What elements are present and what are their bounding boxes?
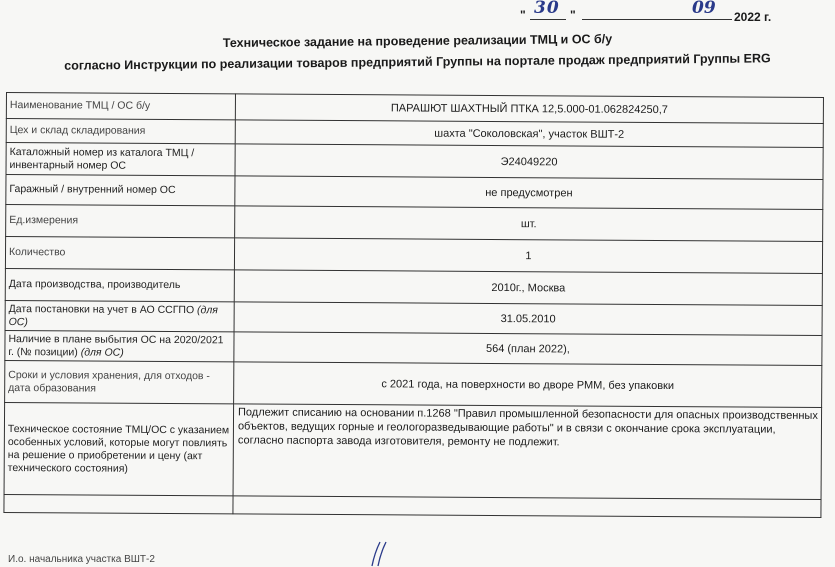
row-value xyxy=(233,496,821,518)
row-label: Дата производства, производитель xyxy=(5,268,234,301)
row-value: Э24049220 xyxy=(235,144,823,180)
row-label-text: Дата постановки на учет в АО ССГПО xyxy=(8,302,195,316)
table-row xyxy=(6,175,823,210)
row-value: 1 xyxy=(234,238,822,274)
row-value: 31.05.2010 xyxy=(234,302,822,336)
row-label xyxy=(4,494,233,513)
table-row xyxy=(6,143,823,180)
handwritten-signature xyxy=(364,540,394,567)
row-label: Цех и склад складирования xyxy=(6,119,235,144)
row-label-note: (для ОС) xyxy=(80,345,124,359)
table-row xyxy=(5,237,822,274)
row-label: Каталожный номер из каталога ТМЦ / инвентарный номер ОС xyxy=(6,143,235,176)
date-quote-close: " xyxy=(570,8,576,22)
date-year: 2022 г. xyxy=(734,10,772,24)
document-title: Техническое задание на проведение реализации ТМЦ и ОС б/у xyxy=(222,31,613,51)
row-label-note: (для ОС) xyxy=(8,303,218,328)
row-value: шт. xyxy=(235,206,823,242)
table-row xyxy=(5,300,822,335)
row-label: Ед.измерения xyxy=(6,205,235,238)
table-row xyxy=(5,360,822,407)
row-label xyxy=(5,300,234,331)
row-label: Наименование ТМЦ / ОС б/у xyxy=(6,93,235,120)
date-day: 30 xyxy=(534,0,560,18)
date-quote-open: " xyxy=(520,8,526,22)
document-subtitle: согласно Инструкции по реализации товаров предприятий Группы на портале продаж предприятий Группы ERG xyxy=(64,51,771,73)
table-row xyxy=(4,494,821,517)
row-label: Гаражный / внутренний номер ОС xyxy=(6,175,235,206)
row-label: Количество xyxy=(5,237,234,270)
table-row xyxy=(5,330,822,365)
day-underline xyxy=(530,19,566,20)
row-value: шахта "Соколовская", участок ВШТ-2 xyxy=(235,120,823,148)
row-value: 564 (план 2022), xyxy=(234,332,822,366)
row-value: ПАРАШЮТ ШАХТНЫЙ ПТКА 12,5.000-01.062824250,7 xyxy=(235,94,823,124)
table-row xyxy=(6,205,823,242)
approval-date xyxy=(520,2,820,24)
row-label-text: Наличие в плане выбытия ОС на 2020/2021 г. (№ позиции) xyxy=(8,332,224,358)
row-value: с 2021 года, на поверхности во дворе РММ, без упаковки xyxy=(234,362,822,408)
date-month: 09 xyxy=(692,0,716,18)
specification-table xyxy=(3,92,824,518)
row-value: не предусмотрен xyxy=(235,176,823,210)
signer-title: И.о. начальника участка ВШТ-2 xyxy=(8,554,155,565)
row-label xyxy=(5,330,234,361)
month-underline xyxy=(582,19,732,20)
row-label: Техническое состояние ТМЦ/ОС с указанием особенных условий, которые могут повлиять на решение о приобретении и цену (акт технического состояния) xyxy=(4,402,234,495)
row-value: 2010г., Москва xyxy=(234,270,822,306)
table-row xyxy=(4,402,822,499)
row-label: Сроки и условия хранения, для отходов - дата образования xyxy=(5,360,234,403)
row-value: Подлежит списанию на основании п.1268 "Правил промышленной безопасности для опасных производственных объектов, ведущих горные и геологоразведывающие работы" и в связи с окончание срока эксплуатации, согласно паспорта завода изготовителя, ремонту не подлежит. xyxy=(233,404,822,500)
table-row xyxy=(5,268,822,305)
